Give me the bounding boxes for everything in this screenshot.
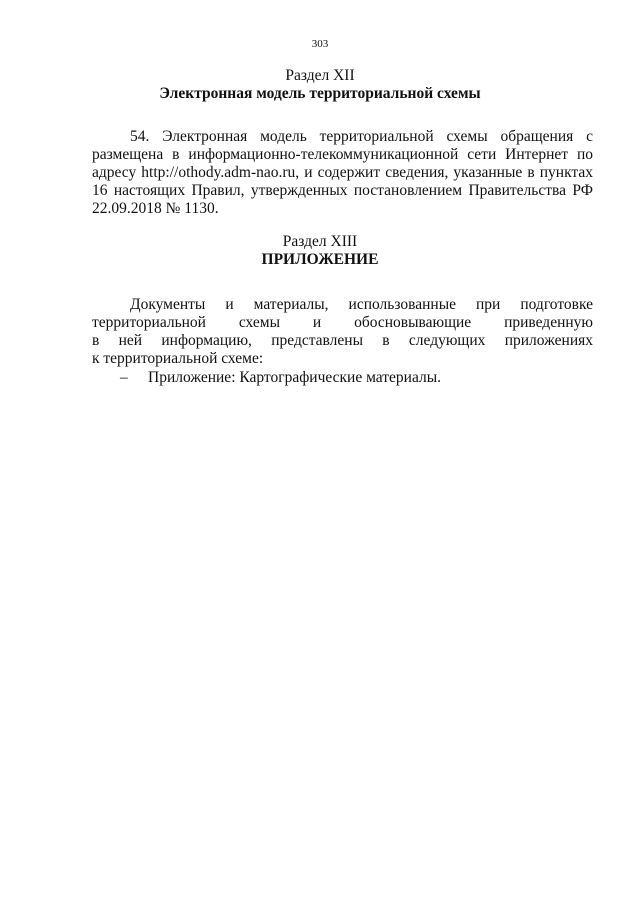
paragraph-line: территориальной схемы и обосновывающие приведенную bbox=[92, 314, 593, 331]
paragraph-line: размещена в информационно-телекоммуникационной сети Интернет по bbox=[92, 146, 593, 163]
paragraph-line: адресу http://othody.adm-nao.ru, и содержит сведения, указанные в пунктах bbox=[92, 164, 593, 181]
paragraph-line: в ней информацию, представлены в следующих приложениях bbox=[92, 332, 593, 349]
section-12-paragraph bbox=[92, 128, 593, 218]
paragraph-line: 16 настоящих Правил, утвержденных постановлением Правительства РФ bbox=[92, 182, 593, 199]
section-13-title: ПРИЛОЖЕНИЕ bbox=[261, 251, 379, 268]
section-12-label: Раздел XII bbox=[285, 67, 355, 84]
page-number: 303 bbox=[311, 38, 329, 50]
list-item-text: Приложение: Картографические материалы. bbox=[148, 369, 442, 386]
paragraph-line: 22.09.2018 № 1130. bbox=[92, 200, 219, 217]
section-13-label: Раздел XIII bbox=[282, 233, 358, 250]
section-13-paragraph bbox=[92, 296, 593, 368]
paragraph-line: Документы и материалы, использованные при подготовке bbox=[130, 296, 593, 313]
list-bullet: – bbox=[120, 369, 128, 386]
paragraph-line: к территориальной схеме: bbox=[92, 350, 264, 367]
paragraph-line: 54. Электронная модель территориальной схемы обращения с bbox=[130, 128, 593, 145]
section-12-title: Электронная модель территориальной схемы bbox=[159, 85, 481, 102]
appendix-list-item bbox=[120, 369, 441, 387]
